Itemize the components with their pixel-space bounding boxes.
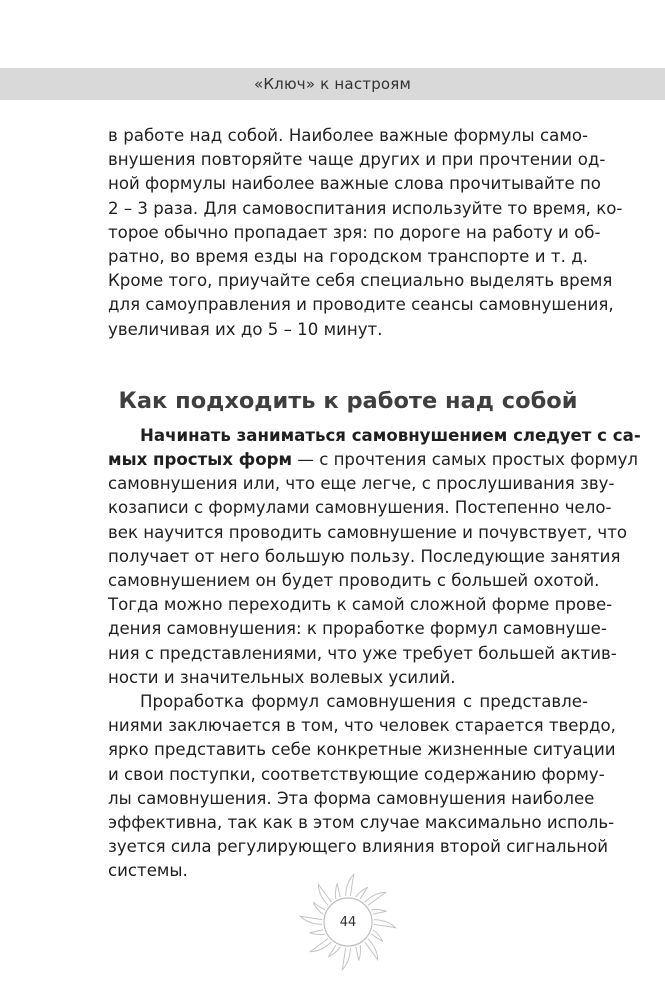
running-header [0,68,665,100]
text-line: ярко представить себе конкретные жизненные ситуации [108,740,616,760]
paragraph-visualization [108,690,616,884]
page-number: 44 [339,914,357,930]
page-footer [296,870,400,974]
text-line: козаписи с формулами самовнушения. Постепенно чело- [108,498,612,518]
text-line: и свои поступки, соответствующие содержанию форму- [108,764,605,784]
bold-lead-fragment: мых простых форм [108,450,293,470]
text-line [108,448,639,472]
text-line: получает от него большую пользу. Последующие занятия [108,546,621,566]
text-fragment: — с прочтения самых простых формул [292,450,639,470]
text-line: для самоуправления и проводите сеансы самовнушения, [108,295,614,315]
text-line: системы. [108,861,188,881]
bold-lead-line: Начинать заниматься самовнушением следует с са- [140,425,641,445]
text-line: лы самовнушения. Эта форма самовнушения наиболее [108,788,595,808]
text-line: в работе над собой. Наиболее важные формулы само- [108,126,588,145]
text-line: ниями заключается в том, что человек старается твердо, [108,716,616,736]
paragraph-intro [108,424,641,690]
text-line: ния с представлениями, что уже требует большей актив- [108,643,617,663]
text-line: увеличивая их до 5 – 10 минут. [108,319,383,339]
text-line: торое обычно пропадает зря: по дороге на работу и об- [108,222,601,242]
paragraph-continuation [108,124,623,342]
text-line: самовнушением он будет проводить с большей охотой. [108,571,600,591]
text-line: самовнушения или, что еще легче, с прослушивания зву- [108,474,615,494]
section-heading: Как подходить к работе над собой [118,387,578,414]
text-line: дения самовнушения: к проработке формул самовнуше- [108,619,607,639]
text-line: внушения повторяйте чаще других и при прочтении од- [108,150,606,170]
text-line: Проработка формул самовнушения с представле- [140,692,588,712]
text-line: ной формулы наиболее важные слова прочитывайте по [108,174,601,194]
running-title: «Ключ» к настроям [253,75,412,93]
text-line: век научится проводить самовнушение и почувствует, что [108,522,628,542]
text-line: 2 – 3 раза. Для самовоспитания используйте то время, ко- [108,198,623,218]
text-line: ратно, во время езды на городском транспорте и т. д. [108,247,588,267]
text-line: зуется сила регулирующего влияния второй сигнальной [108,837,609,857]
text-line: эффективна, так как в этом случае максимально исполь- [108,813,615,833]
page-body [108,124,641,884]
text-line: Кроме того, приучайте себя специально выделять время [108,271,613,291]
text-line: ности и значительных волевых усилий. [108,667,456,687]
text-line: Тогда можно переходить к самой сложной форме прове- [108,595,613,615]
